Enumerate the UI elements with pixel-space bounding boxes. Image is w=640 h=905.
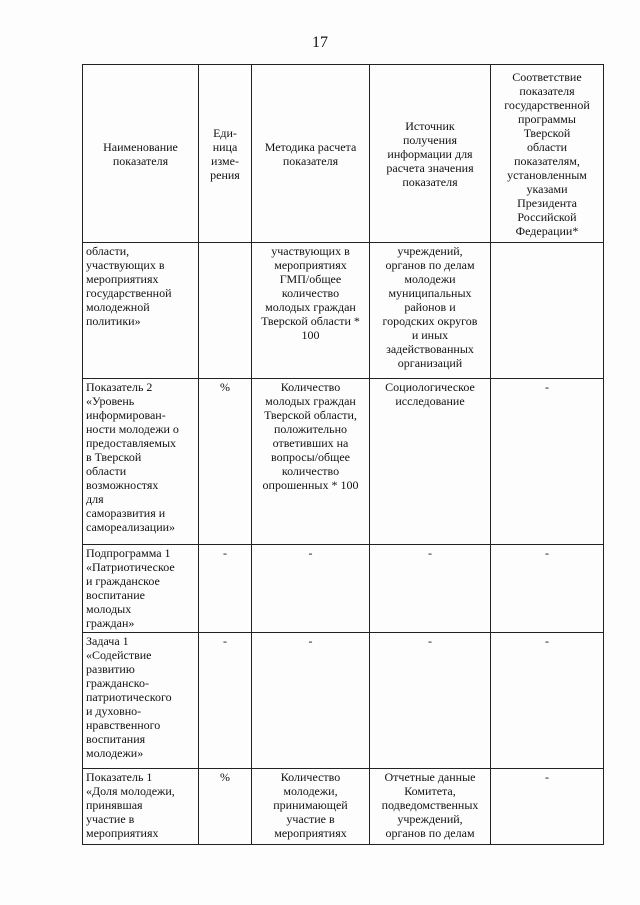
row-compliance-cell: [491, 769, 604, 845]
cell-text-line: -: [308, 546, 313, 560]
cell-text-line: городских округов: [382, 314, 478, 328]
row-name-cell: [83, 545, 199, 633]
cell-text-line: принимающей: [273, 798, 348, 812]
cell-text-line: политики»: [86, 314, 141, 328]
indicators-table: [82, 64, 604, 845]
row-source-cell: [370, 243, 491, 379]
cell-text-line: «Патриотическое: [86, 560, 175, 574]
cell-text-line: Тверской области,: [264, 408, 357, 422]
cell-text-line: органов по делам: [385, 258, 475, 272]
row-compliance-cell: [491, 633, 604, 769]
cell-text-line: участвующих в: [86, 258, 165, 272]
cell-text-line: учреждений,: [397, 812, 463, 826]
cell-text-line: области,: [86, 244, 130, 258]
cell-text-line: мероприятиях: [274, 826, 347, 840]
cell-text-line: количество: [281, 286, 340, 300]
cell-text-line: и духовно-: [86, 704, 142, 718]
cell-text-line: вопросы/общее: [270, 450, 351, 464]
cell-text-line: в Тверской: [86, 450, 142, 464]
cell-text-line: Федерации*: [515, 223, 579, 238]
cell-text-line: Тверской: [523, 125, 571, 140]
cell-text-line: Подпрограмма 1: [86, 546, 171, 560]
cell-text-line: количество: [281, 464, 340, 478]
row-unit-cell: [199, 545, 252, 633]
cell-text-line: -: [545, 770, 549, 784]
row-source-cell: [370, 545, 491, 633]
cell-text-line: организаций: [397, 356, 463, 370]
cell-text-line: исследование: [395, 394, 465, 408]
row-name-cell: [83, 379, 199, 545]
cell-text-line: молодых граждан: [265, 394, 356, 408]
cell-text-line: молодых граждан: [265, 300, 356, 314]
row-method-cell: [252, 379, 370, 545]
table-row: [83, 633, 604, 769]
cell-text-line: молодежи,: [283, 784, 338, 798]
cell-text-line: возможностях: [86, 478, 159, 492]
cell-text-line: получения: [403, 132, 457, 147]
cell-text-line: государственной: [504, 97, 590, 112]
cell-text-line: участвующих в: [271, 244, 350, 258]
cell-text-line: для: [86, 492, 104, 506]
cell-text-line: Отчетные данные: [384, 770, 476, 784]
header-unit: [199, 65, 252, 243]
cell-text-line: -: [545, 634, 549, 648]
cell-text-line: и гражданское: [86, 574, 160, 588]
cell-text-line: саморазвития и: [86, 506, 166, 520]
cell-text-line: ГМП/общее: [279, 272, 342, 286]
cell-text-line: самореализации»: [86, 520, 176, 534]
row-compliance-cell: [491, 379, 604, 545]
row-compliance-cell: [491, 545, 604, 633]
cell-text-line: Количество: [280, 770, 341, 784]
cell-text-line: задействованных: [386, 342, 474, 356]
cell-text-line: «Уровень: [86, 394, 135, 408]
cell-text-line: молодежи»: [86, 746, 144, 760]
row-method-cell: [252, 769, 370, 845]
cell-text-line: области: [86, 464, 127, 478]
cell-text-line: мероприятиях: [86, 272, 159, 286]
cell-text-line: -: [428, 546, 432, 560]
row-unit-cell: [199, 633, 252, 769]
header-method: [252, 65, 370, 243]
cell-text-line: -: [308, 634, 313, 648]
cell-text-line: государственной: [86, 286, 172, 300]
cell-text-line: мероприятиях: [274, 258, 347, 272]
cell-text-line: -: [223, 634, 227, 648]
cell-text-line: молодежной: [86, 300, 150, 314]
cell-text-line: указами: [526, 181, 568, 196]
row-method-cell: [252, 633, 370, 769]
cell-text-line: показателя: [519, 83, 575, 98]
cell-text-line: «Содействие: [86, 648, 152, 662]
row-name-cell: [83, 633, 199, 769]
cell-text-line: «Доля молодежи,: [86, 784, 175, 798]
cell-text-line: Президента: [517, 195, 577, 210]
cell-text-line: показателям,: [514, 153, 580, 168]
cell-text-line: молодых: [86, 602, 132, 616]
cell-text-line: -: [545, 546, 549, 560]
row-unit-cell: [199, 769, 252, 845]
cell-text-line: Соответствие: [512, 69, 582, 84]
cell-text-line: Источник: [405, 118, 455, 133]
row-source-cell: [370, 633, 491, 769]
header-name: [83, 65, 199, 243]
cell-text-line: ответивших на: [272, 436, 349, 450]
cell-text-line: %: [220, 770, 230, 784]
cell-text-line: граждан»: [86, 616, 135, 630]
cell-text-line: органов по делам: [385, 826, 475, 840]
cell-text-line: воспитание: [86, 588, 145, 602]
table-row: [83, 769, 604, 845]
cell-text-line: районов и: [404, 300, 456, 314]
table-row: [83, 545, 604, 633]
cell-text-line: Показатель 2: [86, 380, 153, 394]
row-name-cell: [83, 769, 199, 845]
cell-text-line: ница: [212, 139, 238, 154]
cell-text-line: показателя: [112, 153, 169, 168]
cell-text-line: информирован-: [86, 408, 166, 422]
row-name-cell: [83, 243, 199, 379]
row-method-cell: [252, 545, 370, 633]
cell-text-line: развитию: [86, 662, 135, 676]
cell-text-line: Задача 1: [86, 634, 129, 648]
cell-text-line: нравственного: [86, 718, 161, 732]
row-unit-cell: [199, 243, 252, 379]
cell-text-line: молодежи: [404, 272, 456, 286]
cell-text-line: воспитания: [86, 732, 146, 746]
row-source-cell: [370, 379, 491, 545]
header-source: [370, 65, 491, 243]
cell-text-line: участие в: [286, 812, 335, 826]
cell-text-line: информации для: [387, 146, 473, 161]
cell-text-line: гражданско-: [86, 676, 149, 690]
cell-text-line: показателя: [402, 174, 458, 189]
page-number: 17: [312, 34, 328, 51]
cell-text-line: муниципальных: [388, 286, 472, 300]
cell-text-line: Показатель 1: [86, 770, 153, 784]
cell-text-line: и иных: [411, 328, 449, 342]
header-compliance: [491, 65, 604, 243]
cell-text-line: показателя: [282, 153, 339, 168]
table-header-row: [83, 65, 604, 243]
cell-text-line: Количество: [280, 380, 341, 394]
cell-text-line: Еди-: [213, 125, 237, 140]
cell-text-line: 100: [301, 328, 320, 342]
cell-text-line: Методика расчета: [264, 139, 357, 154]
cell-text-line: участие в: [86, 812, 135, 826]
cell-text-line: ности молодежи о: [86, 422, 179, 436]
table-row: [83, 379, 604, 545]
cell-text-line: -: [428, 634, 432, 648]
cell-text-line: расчета значения: [386, 160, 474, 175]
cell-text-line: подведомственных: [381, 798, 479, 812]
cell-text-line: установленным: [507, 167, 587, 182]
row-method-cell: [252, 243, 370, 379]
cell-text-line: программы: [518, 111, 576, 126]
cell-text-line: положительно: [273, 422, 348, 436]
cell-text-line: Комитета,: [404, 784, 456, 798]
cell-text-line: Тверской области *: [261, 314, 360, 328]
row-compliance-cell: [491, 243, 604, 379]
cell-text-line: Российской: [517, 209, 577, 224]
cell-text-line: патриотического: [86, 690, 172, 704]
cell-text-line: мероприятиях: [86, 826, 159, 840]
cell-text-line: -: [545, 380, 549, 394]
cell-text-line: %: [220, 380, 230, 394]
cell-text-line: -: [223, 546, 227, 560]
cell-text-line: опрошенных * 100: [262, 478, 359, 492]
cell-text-line: предоставляемых: [86, 436, 177, 450]
cell-text-line: области: [526, 139, 568, 154]
cell-text-line: Наименование: [103, 139, 178, 154]
cell-text-line: рения: [210, 167, 240, 182]
cell-text-line: изме-: [211, 153, 239, 168]
row-unit-cell: [199, 379, 252, 545]
row-source-cell: [370, 769, 491, 845]
cell-text-line: учреждений,: [397, 244, 463, 258]
table-row: [83, 243, 604, 379]
cell-text-line: Социологическое: [385, 380, 475, 394]
cell-text-line: принявшая: [86, 798, 143, 812]
